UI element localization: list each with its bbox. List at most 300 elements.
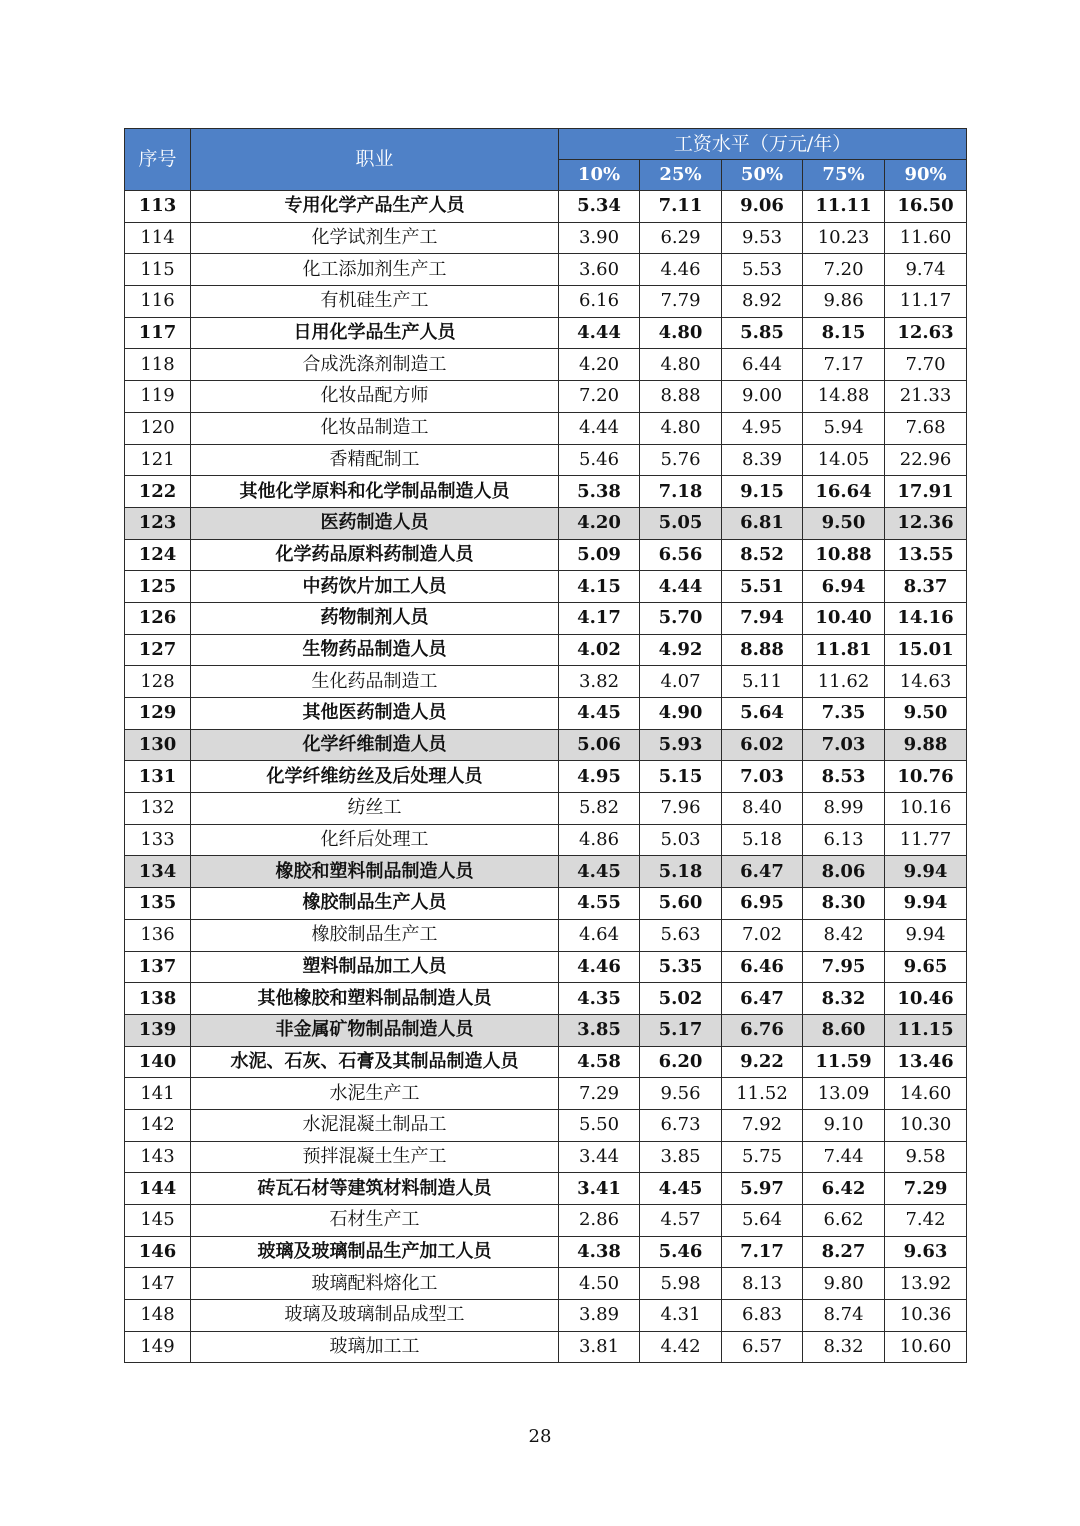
row-seq: 143 xyxy=(125,1141,191,1173)
row-occupation: 中药饮片加工人员 xyxy=(191,571,559,603)
row-occupation: 合成洗涤剂制造工 xyxy=(191,349,559,381)
row-wage-value: 6.94 xyxy=(803,571,885,603)
row-seq: 129 xyxy=(125,698,191,730)
table-row xyxy=(125,888,967,920)
row-wage-value: 9.00 xyxy=(722,381,803,413)
row-wage-value: 17.91 xyxy=(885,476,967,508)
table-row xyxy=(125,666,967,698)
row-wage-value: 13.09 xyxy=(803,1078,885,1110)
row-wage-value: 4.31 xyxy=(640,1300,722,1332)
table-row xyxy=(125,539,967,571)
row-occupation: 香精配制工 xyxy=(191,444,559,476)
row-wage-value: 5.82 xyxy=(559,793,640,825)
row-seq: 132 xyxy=(125,793,191,825)
header-percentile: 75% xyxy=(803,160,885,191)
row-wage-value: 14.60 xyxy=(885,1078,967,1110)
row-wage-value: 6.44 xyxy=(722,349,803,381)
row-wage-value: 5.64 xyxy=(722,698,803,730)
row-wage-value: 6.95 xyxy=(722,888,803,920)
row-wage-value: 4.44 xyxy=(559,317,640,349)
row-wage-value: 5.34 xyxy=(559,191,640,223)
row-wage-value: 6.02 xyxy=(722,729,803,761)
row-wage-value: 4.50 xyxy=(559,1268,640,1300)
row-wage-value: 2.86 xyxy=(559,1205,640,1237)
row-wage-value: 4.44 xyxy=(559,412,640,444)
row-wage-value: 9.10 xyxy=(803,1109,885,1141)
row-wage-value: 7.92 xyxy=(722,1109,803,1141)
row-wage-value: 5.50 xyxy=(559,1109,640,1141)
row-wage-value: 5.18 xyxy=(722,824,803,856)
row-wage-value: 9.94 xyxy=(885,919,967,951)
row-occupation: 其他化学原料和化学制品制造人员 xyxy=(191,476,559,508)
row-seq: 133 xyxy=(125,824,191,856)
row-wage-value: 14.16 xyxy=(885,602,967,634)
row-wage-value: 10.30 xyxy=(885,1109,967,1141)
row-wage-value: 12.36 xyxy=(885,507,967,539)
row-seq: 137 xyxy=(125,951,191,983)
row-occupation: 砖瓦石材等建筑材料制造人员 xyxy=(191,1173,559,1205)
row-wage-value: 6.62 xyxy=(803,1205,885,1237)
row-seq: 140 xyxy=(125,1046,191,1078)
row-wage-value: 5.75 xyxy=(722,1141,803,1173)
row-wage-value: 5.85 xyxy=(722,317,803,349)
row-wage-value: 16.64 xyxy=(803,476,885,508)
row-wage-value: 9.50 xyxy=(803,507,885,539)
row-wage-value: 10.16 xyxy=(885,793,967,825)
row-wage-value: 7.70 xyxy=(885,349,967,381)
row-wage-value: 8.39 xyxy=(722,444,803,476)
row-wage-value: 5.93 xyxy=(640,729,722,761)
row-occupation: 生化药品制造工 xyxy=(191,666,559,698)
row-wage-value: 5.17 xyxy=(640,1014,722,1046)
row-wage-value: 4.58 xyxy=(559,1046,640,1078)
row-wage-value: 9.88 xyxy=(885,729,967,761)
row-wage-value: 9.94 xyxy=(885,856,967,888)
row-wage-value: 4.46 xyxy=(640,254,722,286)
row-wage-value: 3.85 xyxy=(640,1141,722,1173)
row-occupation: 有机硅生产工 xyxy=(191,286,559,318)
row-wage-value: 5.98 xyxy=(640,1268,722,1300)
row-wage-value: 4.42 xyxy=(640,1331,722,1363)
header-seq: 序号 xyxy=(125,129,191,191)
row-wage-value: 9.56 xyxy=(640,1078,722,1110)
row-wage-value: 8.74 xyxy=(803,1300,885,1332)
row-seq: 141 xyxy=(125,1078,191,1110)
row-wage-value: 6.76 xyxy=(722,1014,803,1046)
table-row xyxy=(125,1300,967,1332)
row-wage-value: 14.63 xyxy=(885,666,967,698)
row-wage-value: 5.35 xyxy=(640,951,722,983)
row-wage-value: 8.32 xyxy=(803,983,885,1015)
row-wage-value: 4.46 xyxy=(559,951,640,983)
row-wage-value: 4.07 xyxy=(640,666,722,698)
row-wage-value: 6.20 xyxy=(640,1046,722,1078)
row-wage-value: 11.62 xyxy=(803,666,885,698)
row-wage-value: 4.20 xyxy=(559,349,640,381)
row-wage-value: 11.59 xyxy=(803,1046,885,1078)
table-row xyxy=(125,602,967,634)
row-occupation: 医药制造人员 xyxy=(191,507,559,539)
row-occupation: 化学纤维纺丝及后处理人员 xyxy=(191,761,559,793)
row-occupation: 非金属矿物制品制造人员 xyxy=(191,1014,559,1046)
row-wage-value: 8.92 xyxy=(722,286,803,318)
table-row xyxy=(125,856,967,888)
table-row xyxy=(125,824,967,856)
row-wage-value: 4.80 xyxy=(640,349,722,381)
row-wage-value: 7.35 xyxy=(803,698,885,730)
row-wage-value: 9.80 xyxy=(803,1268,885,1300)
table-row xyxy=(125,1141,967,1173)
table-row xyxy=(125,1173,967,1205)
row-wage-value: 3.82 xyxy=(559,666,640,698)
row-wage-value: 7.17 xyxy=(722,1236,803,1268)
row-wage-value: 4.45 xyxy=(559,698,640,730)
row-wage-value: 4.55 xyxy=(559,888,640,920)
row-wage-value: 9.94 xyxy=(885,888,967,920)
row-wage-value: 7.29 xyxy=(559,1078,640,1110)
row-wage-value: 9.65 xyxy=(885,951,967,983)
row-wage-value: 8.40 xyxy=(722,793,803,825)
row-wage-value: 11.15 xyxy=(885,1014,967,1046)
row-wage-value: 6.83 xyxy=(722,1300,803,1332)
row-wage-value: 8.06 xyxy=(803,856,885,888)
row-seq: 144 xyxy=(125,1173,191,1205)
row-wage-value: 11.11 xyxy=(803,191,885,223)
row-wage-value: 5.09 xyxy=(559,539,640,571)
row-wage-value: 8.32 xyxy=(803,1331,885,1363)
row-wage-value: 7.95 xyxy=(803,951,885,983)
row-wage-value: 14.88 xyxy=(803,381,885,413)
row-occupation: 化妆品配方师 xyxy=(191,381,559,413)
row-wage-value: 9.74 xyxy=(885,254,967,286)
header-wage-group: 工资水平（万元/年） xyxy=(559,129,967,160)
row-wage-value: 7.79 xyxy=(640,286,722,318)
row-wage-value: 13.92 xyxy=(885,1268,967,1300)
table-row xyxy=(125,191,967,223)
table-row xyxy=(125,1331,967,1363)
row-wage-value: 16.50 xyxy=(885,191,967,223)
row-wage-value: 5.64 xyxy=(722,1205,803,1237)
row-wage-value: 4.15 xyxy=(559,571,640,603)
row-wage-value: 7.20 xyxy=(803,254,885,286)
row-wage-value: 5.63 xyxy=(640,919,722,951)
row-wage-value: 6.29 xyxy=(640,222,722,254)
row-occupation: 橡胶制品生产人员 xyxy=(191,888,559,920)
row-seq: 148 xyxy=(125,1300,191,1332)
row-wage-value: 5.70 xyxy=(640,602,722,634)
row-wage-value: 6.56 xyxy=(640,539,722,571)
header-occupation: 职业 xyxy=(191,129,559,191)
row-seq: 149 xyxy=(125,1331,191,1363)
row-wage-value: 5.06 xyxy=(559,729,640,761)
row-wage-value: 8.27 xyxy=(803,1236,885,1268)
row-wage-value: 5.11 xyxy=(722,666,803,698)
table-row xyxy=(125,1205,967,1237)
row-wage-value: 4.90 xyxy=(640,698,722,730)
row-wage-value: 11.77 xyxy=(885,824,967,856)
row-occupation: 玻璃及玻璃制品成型工 xyxy=(191,1300,559,1332)
row-occupation: 化妆品制造工 xyxy=(191,412,559,444)
row-wage-value: 5.02 xyxy=(640,983,722,1015)
row-wage-value: 9.58 xyxy=(885,1141,967,1173)
row-wage-value: 7.03 xyxy=(722,761,803,793)
row-wage-value: 4.44 xyxy=(640,571,722,603)
row-wage-value: 8.99 xyxy=(803,793,885,825)
row-wage-value: 8.60 xyxy=(803,1014,885,1046)
header-percentile: 25% xyxy=(640,160,722,191)
row-seq: 120 xyxy=(125,412,191,444)
row-wage-value: 7.17 xyxy=(803,349,885,381)
table-row xyxy=(125,1078,967,1110)
row-occupation: 塑料制品加工人员 xyxy=(191,951,559,983)
row-wage-value: 13.55 xyxy=(885,539,967,571)
row-occupation: 水泥混凝土制品工 xyxy=(191,1109,559,1141)
row-wage-value: 9.22 xyxy=(722,1046,803,1078)
table-row xyxy=(125,1236,967,1268)
row-wage-value: 7.11 xyxy=(640,191,722,223)
table-row xyxy=(125,476,967,508)
row-seq: 125 xyxy=(125,571,191,603)
table-row xyxy=(125,507,967,539)
row-wage-value: 22.96 xyxy=(885,444,967,476)
table-row xyxy=(125,1046,967,1078)
row-seq: 139 xyxy=(125,1014,191,1046)
row-wage-value: 8.88 xyxy=(640,381,722,413)
row-wage-value: 4.45 xyxy=(640,1173,722,1205)
row-wage-value: 9.63 xyxy=(885,1236,967,1268)
table-row xyxy=(125,761,967,793)
row-wage-value: 9.06 xyxy=(722,191,803,223)
header-percentile: 10% xyxy=(559,160,640,191)
row-wage-value: 5.15 xyxy=(640,761,722,793)
row-seq: 145 xyxy=(125,1205,191,1237)
row-seq: 134 xyxy=(125,856,191,888)
row-wage-value: 3.81 xyxy=(559,1331,640,1363)
row-wage-value: 7.68 xyxy=(885,412,967,444)
row-wage-value: 6.46 xyxy=(722,951,803,983)
row-wage-value: 5.46 xyxy=(640,1236,722,1268)
row-wage-value: 8.13 xyxy=(722,1268,803,1300)
row-wage-value: 12.63 xyxy=(885,317,967,349)
row-wage-value: 4.35 xyxy=(559,983,640,1015)
row-wage-value: 7.94 xyxy=(722,602,803,634)
row-wage-value: 10.60 xyxy=(885,1331,967,1363)
row-wage-value: 4.38 xyxy=(559,1236,640,1268)
row-wage-value: 5.94 xyxy=(803,412,885,444)
row-wage-value: 8.42 xyxy=(803,919,885,951)
table-row xyxy=(125,1109,967,1141)
row-occupation: 纺丝工 xyxy=(191,793,559,825)
row-occupation: 化学药品原料药制造人员 xyxy=(191,539,559,571)
row-occupation: 橡胶制品生产工 xyxy=(191,919,559,951)
table-row xyxy=(125,254,967,286)
row-wage-value: 9.53 xyxy=(722,222,803,254)
table-row xyxy=(125,698,967,730)
row-occupation: 水泥、石灰、石膏及其制品制造人员 xyxy=(191,1046,559,1078)
table-row xyxy=(125,317,967,349)
row-wage-value: 11.52 xyxy=(722,1078,803,1110)
row-wage-value: 4.80 xyxy=(640,412,722,444)
row-wage-value: 5.76 xyxy=(640,444,722,476)
table-row xyxy=(125,793,967,825)
row-wage-value: 6.42 xyxy=(803,1173,885,1205)
row-occupation: 石材生产工 xyxy=(191,1205,559,1237)
row-seq: 130 xyxy=(125,729,191,761)
row-occupation: 玻璃加工工 xyxy=(191,1331,559,1363)
row-occupation: 药物制剂人员 xyxy=(191,602,559,634)
row-wage-value: 8.15 xyxy=(803,317,885,349)
table-row xyxy=(125,634,967,666)
row-wage-value: 4.92 xyxy=(640,634,722,666)
row-occupation: 玻璃配料熔化工 xyxy=(191,1268,559,1300)
table-row xyxy=(125,571,967,603)
row-wage-value: 7.02 xyxy=(722,919,803,951)
row-seq: 116 xyxy=(125,286,191,318)
row-wage-value: 6.81 xyxy=(722,507,803,539)
table-row xyxy=(125,349,967,381)
row-wage-value: 7.42 xyxy=(885,1205,967,1237)
row-seq: 128 xyxy=(125,666,191,698)
table-row xyxy=(125,286,967,318)
row-wage-value: 3.90 xyxy=(559,222,640,254)
row-wage-value: 8.53 xyxy=(803,761,885,793)
row-seq: 147 xyxy=(125,1268,191,1300)
row-wage-value: 3.89 xyxy=(559,1300,640,1332)
table-row xyxy=(125,729,967,761)
table-row xyxy=(125,1014,967,1046)
row-occupation: 水泥生产工 xyxy=(191,1078,559,1110)
row-wage-value: 6.13 xyxy=(803,824,885,856)
row-wage-value: 5.53 xyxy=(722,254,803,286)
row-wage-value: 5.97 xyxy=(722,1173,803,1205)
table-row xyxy=(125,951,967,983)
row-seq: 123 xyxy=(125,507,191,539)
table-row xyxy=(125,919,967,951)
row-wage-value: 5.18 xyxy=(640,856,722,888)
row-wage-value: 8.37 xyxy=(885,571,967,603)
row-wage-value: 4.95 xyxy=(559,761,640,793)
row-occupation: 生物药品制造人员 xyxy=(191,634,559,666)
row-wage-value: 5.38 xyxy=(559,476,640,508)
row-wage-value: 6.16 xyxy=(559,286,640,318)
row-occupation: 日用化学品生产人员 xyxy=(191,317,559,349)
row-wage-value: 5.46 xyxy=(559,444,640,476)
row-wage-value: 7.20 xyxy=(559,381,640,413)
row-wage-value: 10.88 xyxy=(803,539,885,571)
row-wage-value: 4.57 xyxy=(640,1205,722,1237)
row-seq: 124 xyxy=(125,539,191,571)
row-wage-value: 4.02 xyxy=(559,634,640,666)
row-occupation: 化学试剂生产工 xyxy=(191,222,559,254)
row-seq: 118 xyxy=(125,349,191,381)
row-seq: 136 xyxy=(125,919,191,951)
row-wage-value: 8.52 xyxy=(722,539,803,571)
table-row xyxy=(125,1268,967,1300)
row-wage-value: 11.17 xyxy=(885,286,967,318)
row-occupation: 其他医药制造人员 xyxy=(191,698,559,730)
row-wage-value: 21.33 xyxy=(885,381,967,413)
row-seq: 113 xyxy=(125,191,191,223)
row-occupation: 预拌混凝土生产工 xyxy=(191,1141,559,1173)
row-wage-value: 5.51 xyxy=(722,571,803,603)
row-wage-value: 4.45 xyxy=(559,856,640,888)
row-wage-value: 6.47 xyxy=(722,983,803,1015)
table-header xyxy=(125,129,967,191)
row-wage-value: 7.29 xyxy=(885,1173,967,1205)
row-wage-value: 15.01 xyxy=(885,634,967,666)
row-occupation: 化学纤维制造人员 xyxy=(191,729,559,761)
row-wage-value: 7.03 xyxy=(803,729,885,761)
row-occupation: 化工添加剂生产工 xyxy=(191,254,559,286)
row-wage-value: 7.96 xyxy=(640,793,722,825)
table-row xyxy=(125,412,967,444)
row-occupation: 其他橡胶和塑料制品制造人员 xyxy=(191,983,559,1015)
row-wage-value: 7.18 xyxy=(640,476,722,508)
row-seq: 121 xyxy=(125,444,191,476)
row-wage-value: 4.86 xyxy=(559,824,640,856)
row-wage-value: 3.85 xyxy=(559,1014,640,1046)
row-seq: 122 xyxy=(125,476,191,508)
header-percentile: 50% xyxy=(722,160,803,191)
row-wage-value: 4.20 xyxy=(559,507,640,539)
row-seq: 146 xyxy=(125,1236,191,1268)
row-wage-value: 9.86 xyxy=(803,286,885,318)
row-wage-value: 8.30 xyxy=(803,888,885,920)
row-seq: 126 xyxy=(125,602,191,634)
row-wage-value: 4.17 xyxy=(559,602,640,634)
row-seq: 117 xyxy=(125,317,191,349)
row-occupation: 玻璃及玻璃制品生产加工人员 xyxy=(191,1236,559,1268)
row-occupation: 专用化学产品生产人员 xyxy=(191,191,559,223)
row-wage-value: 3.44 xyxy=(559,1141,640,1173)
row-occupation: 化纤后处理工 xyxy=(191,824,559,856)
row-wage-value: 5.03 xyxy=(640,824,722,856)
row-wage-value: 10.36 xyxy=(885,1300,967,1332)
row-seq: 135 xyxy=(125,888,191,920)
row-wage-value: 7.44 xyxy=(803,1141,885,1173)
row-wage-value: 13.46 xyxy=(885,1046,967,1078)
row-wage-value: 4.64 xyxy=(559,919,640,951)
row-wage-value: 5.60 xyxy=(640,888,722,920)
row-wage-value: 9.15 xyxy=(722,476,803,508)
row-seq: 138 xyxy=(125,983,191,1015)
row-wage-value: 6.57 xyxy=(722,1331,803,1363)
row-wage-value: 5.05 xyxy=(640,507,722,539)
row-wage-value: 6.47 xyxy=(722,856,803,888)
row-wage-value: 10.76 xyxy=(885,761,967,793)
row-seq: 115 xyxy=(125,254,191,286)
table-row xyxy=(125,444,967,476)
row-wage-value: 10.40 xyxy=(803,602,885,634)
row-wage-value: 4.80 xyxy=(640,317,722,349)
row-wage-value: 9.50 xyxy=(885,698,967,730)
row-wage-value: 4.95 xyxy=(722,412,803,444)
row-wage-value: 10.23 xyxy=(803,222,885,254)
row-seq: 131 xyxy=(125,761,191,793)
row-wage-value: 3.60 xyxy=(559,254,640,286)
row-wage-value: 11.81 xyxy=(803,634,885,666)
table-row xyxy=(125,983,967,1015)
wage-table xyxy=(124,128,967,1363)
row-wage-value: 11.60 xyxy=(885,222,967,254)
row-wage-value: 14.05 xyxy=(803,444,885,476)
row-wage-value: 8.88 xyxy=(722,634,803,666)
row-wage-value: 6.73 xyxy=(640,1109,722,1141)
table-body xyxy=(125,191,967,1363)
row-seq: 119 xyxy=(125,381,191,413)
row-seq: 127 xyxy=(125,634,191,666)
page-number: 28 xyxy=(528,1426,552,1447)
